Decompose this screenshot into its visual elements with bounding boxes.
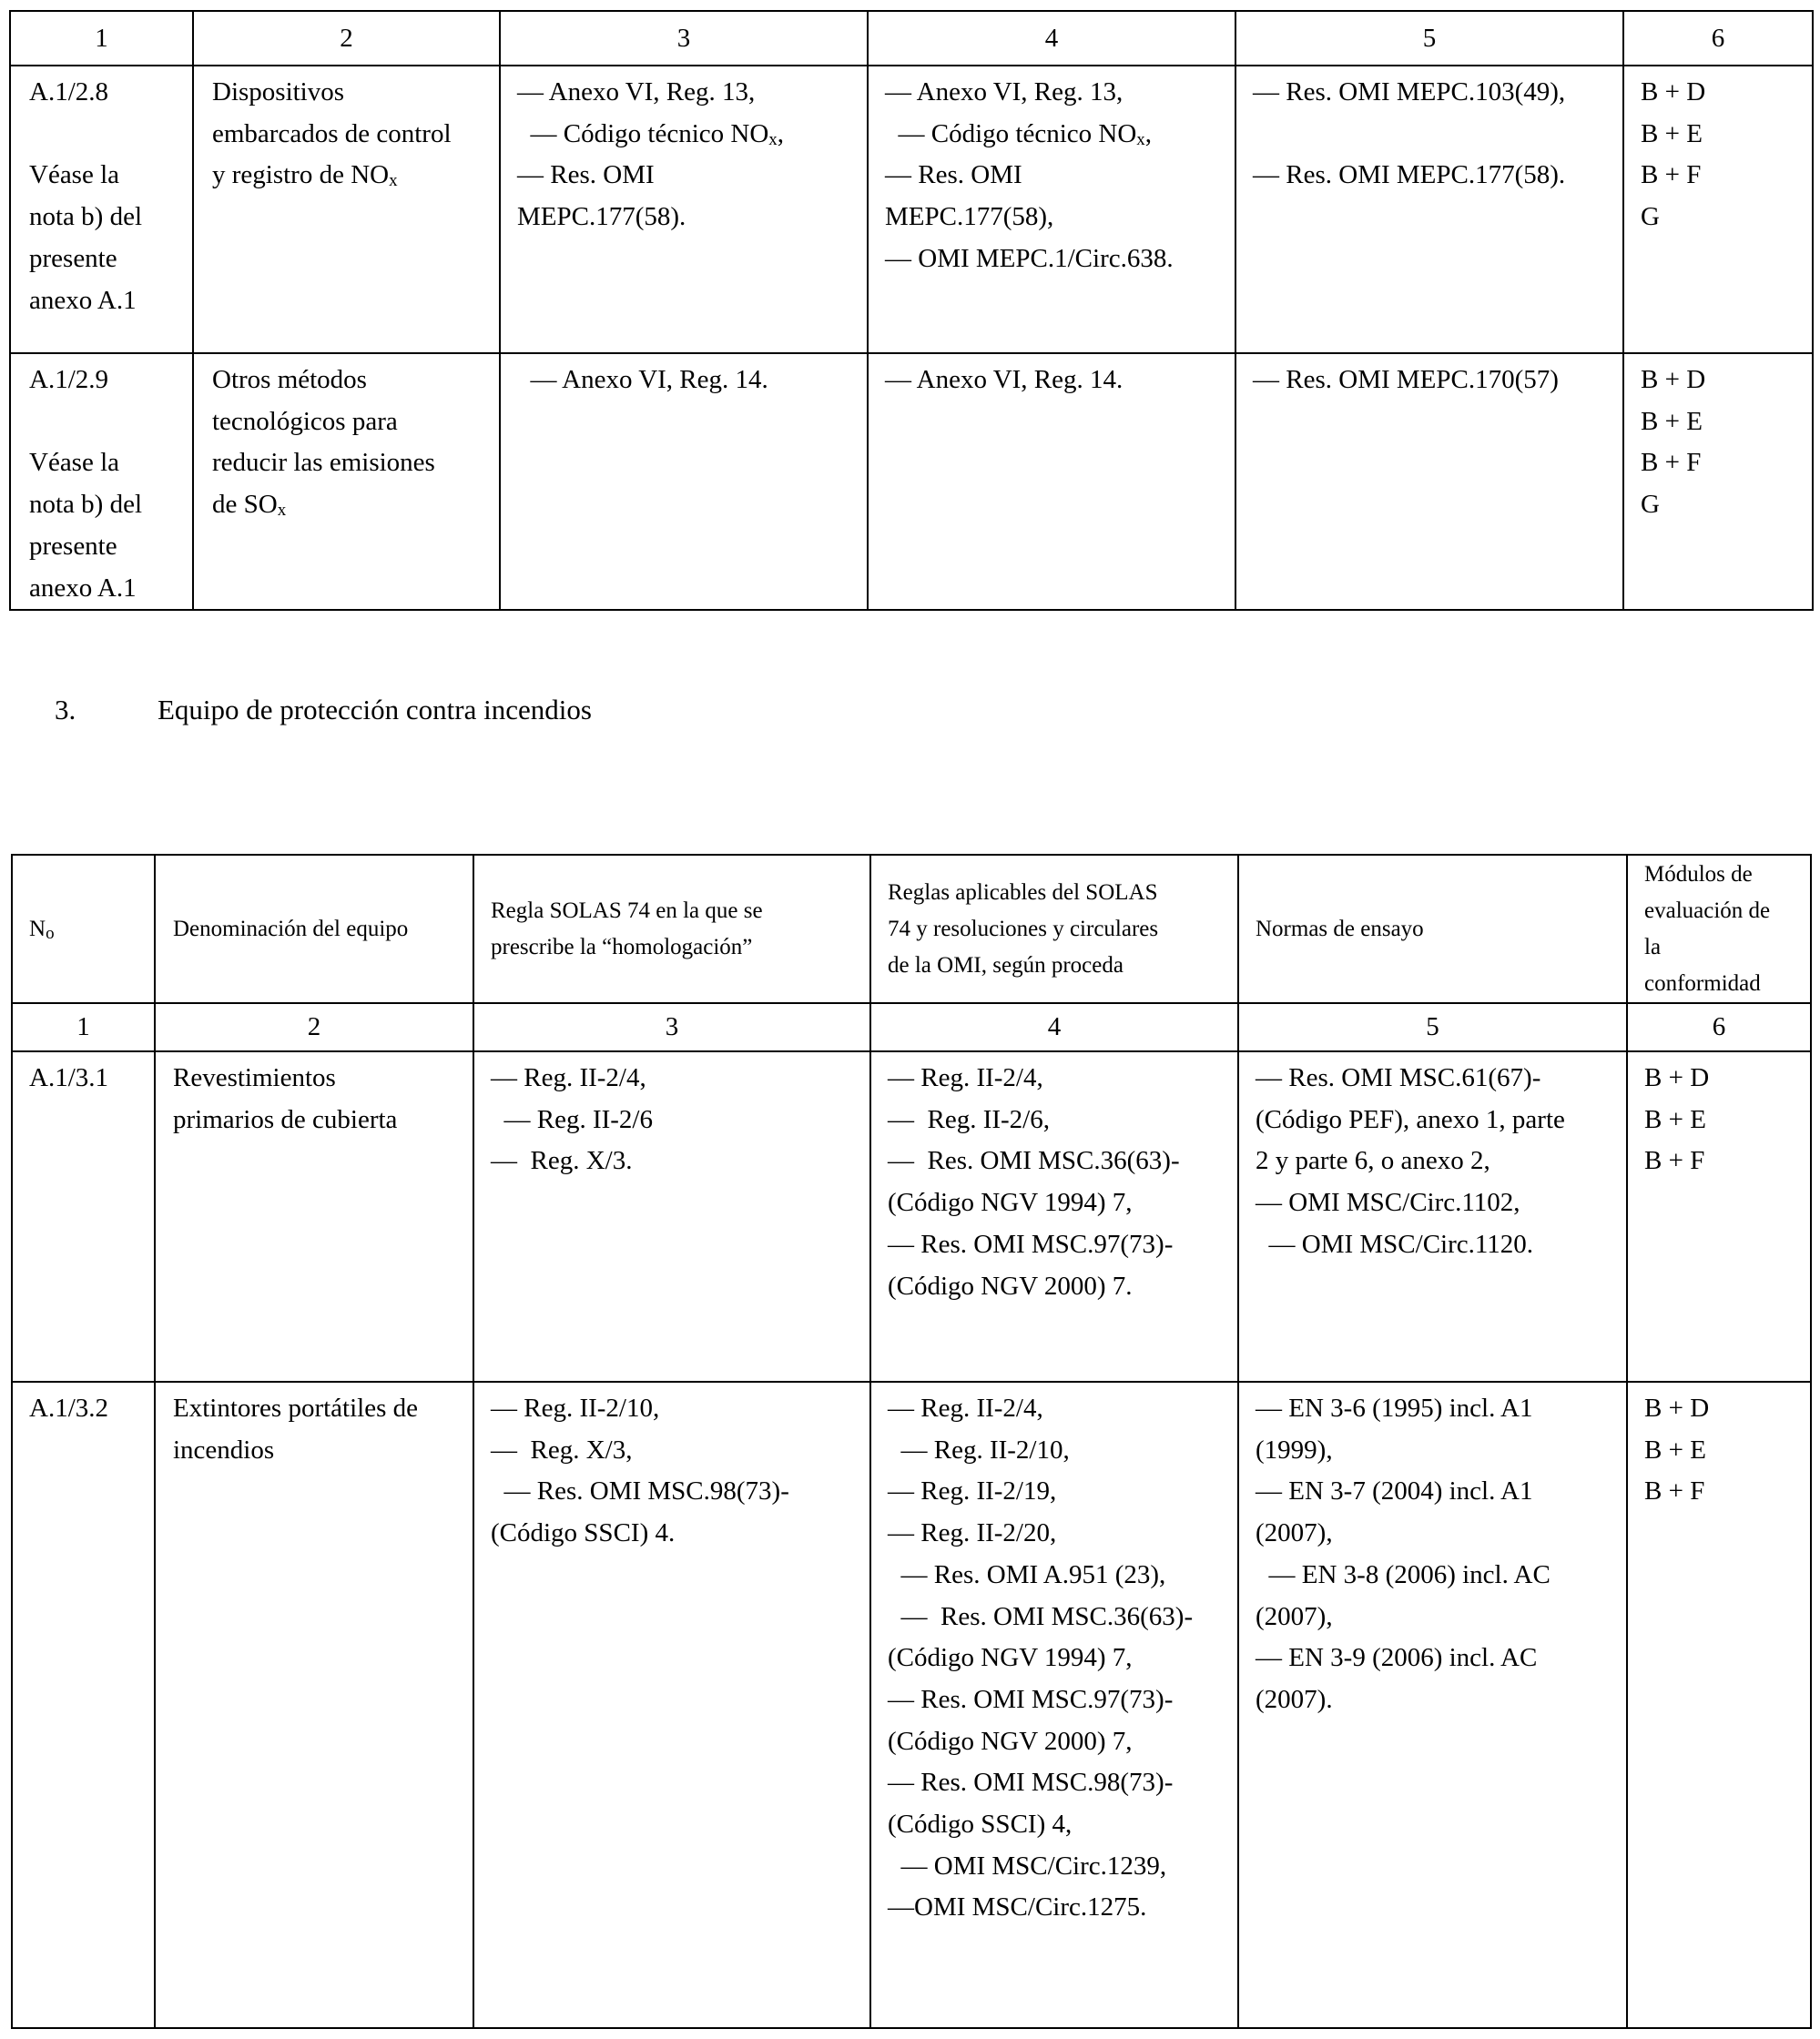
- header-line: evaluación de: [1644, 898, 1771, 923]
- regulation-line: — Res. OMI MSC.98(73)-: [491, 1476, 789, 1506]
- rule-line: — Reg. II-2/4,: [888, 1063, 1043, 1092]
- note-reference-line: anexo A.1: [29, 285, 137, 315]
- equipment-name-line: embarcados de control: [212, 118, 452, 148]
- rule-text-suffix: ,: [1144, 118, 1153, 148]
- regulation-line: — Res. OMI: [517, 160, 655, 190]
- standard-line: (2007),: [1256, 1601, 1333, 1631]
- conformity-modules-cell: [1623, 66, 1813, 353]
- note-reference-line: Véase la: [29, 448, 120, 478]
- col-number-2: 2: [155, 1003, 473, 1051]
- test-standards-cell: [1238, 1382, 1627, 2028]
- rule-line: (Código NGV 2000) 7.: [888, 1271, 1133, 1301]
- rule-line: [885, 114, 1235, 156]
- regulation-line: MEPC.177(58).: [517, 202, 686, 232]
- header-row: [12, 855, 1811, 1003]
- equipment-name-cell: [193, 66, 500, 353]
- item-number-cell: [12, 1051, 155, 1382]
- col-number-2: 2: [193, 11, 500, 66]
- standard-line: — OMI MSC/Circ.1120.: [1256, 1229, 1534, 1259]
- standard-line: (2007),: [1256, 1518, 1333, 1548]
- item-number: A.1/2.9: [29, 365, 108, 394]
- note-reference-line: presente: [29, 531, 117, 561]
- header-equipment-name: Denominación del equipo: [155, 855, 473, 1003]
- note-reference-line: nota b) del: [29, 490, 143, 520]
- rule-line: (Código SSCI) 4,: [888, 1810, 1073, 1840]
- header-conformity-modules: [1627, 855, 1811, 1003]
- applicable-rules-cell: [870, 1051, 1238, 1382]
- equipment-name-line: Dispositivos: [212, 77, 345, 107]
- subscript: o: [46, 923, 55, 943]
- header-line: 74 y resoluciones y circulares: [888, 916, 1159, 941]
- solas-regulation-cell: [473, 1382, 870, 2028]
- rule-line: — Reg. II-2/19,: [888, 1476, 1057, 1506]
- conformity-modules-cell: [1627, 1382, 1811, 2028]
- section-title: Equipo de protección contra incendios: [158, 694, 592, 725]
- rule-line: — Res. OMI MSC.36(63)-: [888, 1146, 1180, 1176]
- regulation-line: — Reg. II-2/10,: [491, 1394, 660, 1423]
- regulation-line: — Reg. X/3,: [491, 1435, 633, 1465]
- header-line: Módulos de: [1644, 861, 1753, 887]
- regulation-text-suffix: ,: [777, 118, 785, 148]
- section-number: 3.: [55, 694, 76, 725]
- header-line: conformidad: [1644, 970, 1761, 996]
- rule-line: — OMI MSC/Circ.1239,: [888, 1851, 1167, 1881]
- blank-line: [29, 114, 192, 156]
- subscript: x: [1136, 129, 1145, 149]
- note-reference-line: nota b) del: [29, 202, 143, 232]
- solas-regulation-cell: [473, 1051, 870, 1382]
- standard-line: — EN 3-7 (2004) incl. A1: [1256, 1476, 1533, 1506]
- equipment-name-line: incendios: [173, 1435, 275, 1465]
- applicable-rules-cell: [870, 1382, 1238, 2028]
- rule-line: — Reg. II-2/20,: [888, 1518, 1057, 1548]
- equipment-name-line: Revestimientos: [173, 1063, 336, 1092]
- module-line: G: [1641, 202, 1660, 232]
- regulation-line: — Anexo VI, Reg. 13,: [517, 77, 756, 107]
- module-line: B + E: [1644, 1435, 1706, 1465]
- item-number-cell: [10, 66, 193, 353]
- rule-line: — Res. OMI: [885, 160, 1022, 190]
- standard-line: — Res. OMI MEPC.177(58).: [1253, 160, 1566, 190]
- rule-line: MEPC.177(58),: [885, 202, 1054, 232]
- header-line: prescribe la “homologación”: [491, 934, 753, 959]
- module-line: B + F: [1641, 448, 1702, 478]
- rule-line: (Código NGV 1994) 7,: [888, 1188, 1133, 1218]
- equipment-name-cell: [155, 1051, 473, 1382]
- rule-text: — Código técnico NO: [885, 118, 1137, 148]
- rule-line: —OMI MSC/Circ.1275.: [888, 1892, 1147, 1922]
- equipment-name-line: Extintores portátiles de: [173, 1394, 418, 1423]
- equipment-name-text: y registro de NO: [212, 160, 390, 190]
- rule-line: — Res. OMI MSC.97(73)-: [888, 1229, 1174, 1259]
- module-line: B + D: [1644, 1394, 1710, 1423]
- rule-line: — Reg. II-2/4,: [888, 1394, 1043, 1423]
- col-number-4: 4: [868, 11, 1235, 66]
- rule-line: — Res. OMI MSC.36(63)-: [888, 1601, 1194, 1631]
- module-line: B + E: [1641, 406, 1703, 436]
- header-line: la: [1644, 934, 1662, 959]
- column-number-row: [12, 1003, 1811, 1051]
- regulation-line: — Reg. II-2/6: [491, 1104, 653, 1134]
- standard-line: — Res. OMI MSC.61(67)-: [1256, 1063, 1541, 1092]
- col-number-6: 6: [1623, 11, 1813, 66]
- solas-regulation-cell: [500, 353, 868, 610]
- applicable-rules-cell: [868, 66, 1235, 353]
- equipment-name-line: tecnológicos para: [212, 406, 398, 436]
- module-line: B + D: [1641, 365, 1706, 394]
- table-row: [10, 66, 1813, 353]
- applicable-rules-cell: [868, 353, 1235, 610]
- standard-line: — EN 3-9 (2006) incl. AC: [1256, 1643, 1538, 1673]
- conformity-modules-cell: [1627, 1051, 1811, 1382]
- equipment-name-line: [212, 155, 499, 197]
- column-number-row: [10, 11, 1813, 66]
- conformity-modules-cell: [1623, 353, 1813, 610]
- subscript: x: [277, 501, 287, 521]
- col-number-5: 5: [1235, 11, 1623, 66]
- regulation-line: [517, 114, 867, 156]
- header-number-text: N: [29, 916, 46, 941]
- col-number-1: 1: [10, 11, 193, 66]
- module-line: B + E: [1644, 1104, 1706, 1134]
- regulation-line: (Código SSCI) 4.: [491, 1518, 676, 1548]
- col-number-1: 1: [12, 1003, 155, 1051]
- item-number-cell: [12, 1382, 155, 2028]
- subscript: x: [389, 171, 398, 191]
- regulation-text: — Código técnico NO: [517, 118, 769, 148]
- test-standards-cell: [1235, 353, 1623, 610]
- rule-line: — Res. OMI MSC.98(73)-: [888, 1768, 1174, 1798]
- note-reference-line: presente: [29, 243, 117, 273]
- header-solas-regulation: [473, 855, 870, 1003]
- regulation-line: — Reg. X/3.: [491, 1146, 633, 1176]
- module-line: B + F: [1644, 1476, 1705, 1506]
- module-line: B + F: [1641, 160, 1702, 190]
- header-applicable-rules: [870, 855, 1238, 1003]
- regulation-line: — Reg. II-2/4,: [491, 1063, 646, 1092]
- col-number-5: 5: [1238, 1003, 1627, 1051]
- col-number-4: 4: [870, 1003, 1238, 1051]
- rule-line: — Anexo VI, Reg. 13,: [885, 77, 1124, 107]
- col-number-3: 3: [500, 11, 868, 66]
- item-number: A.1/2.8: [29, 77, 108, 107]
- regulation-line: — Anexo VI, Reg. 14.: [517, 365, 768, 394]
- header-line: Regla SOLAS 74 en la que se: [491, 898, 763, 923]
- table-row: [10, 353, 1813, 610]
- module-line: B + F: [1644, 1146, 1705, 1176]
- table-row: [12, 1382, 1811, 2028]
- rule-line: — Res. OMI MSC.97(73)-: [888, 1684, 1174, 1714]
- table-row: [12, 1051, 1811, 1382]
- equipment-name-cell: [155, 1382, 473, 2028]
- standard-line: (2007).: [1256, 1684, 1333, 1714]
- header-line: Reglas aplicables del SOLAS: [888, 879, 1158, 905]
- standard-line: — Res. OMI MEPC.170(57): [1253, 365, 1559, 394]
- equipment-name-cell: [193, 353, 500, 610]
- equipment-name-line: reducir las emisiones: [212, 448, 435, 478]
- header-line: de la OMI, según proceda: [888, 952, 1124, 978]
- equipment-name-line: Otros métodos: [212, 365, 367, 394]
- test-standards-cell: [1238, 1051, 1627, 1382]
- item-number-cell: [10, 353, 193, 610]
- standard-line: — EN 3-8 (2006) incl. AC: [1256, 1559, 1551, 1589]
- standard-line: — OMI MSC/Circ.1102,: [1256, 1188, 1520, 1218]
- equipment-name-line: primarios de cubierta: [173, 1104, 398, 1134]
- solas-regulation-cell: [500, 66, 868, 353]
- equipment-name-line: [212, 484, 499, 526]
- standard-line: — EN 3-6 (1995) incl. A1: [1256, 1394, 1533, 1423]
- subscript: x: [768, 129, 778, 149]
- standard-line: 2 y parte 6, o anexo 2,: [1256, 1146, 1490, 1176]
- rule-line: — Res. OMI A.951 (23),: [888, 1559, 1166, 1589]
- module-line: G: [1641, 490, 1660, 520]
- col-number-6: 6: [1627, 1003, 1811, 1051]
- header-test-standards: Normas de ensayo: [1238, 855, 1627, 1003]
- module-line: B + E: [1641, 118, 1703, 148]
- rule-line: — Anexo VI, Reg. 14.: [885, 365, 1124, 394]
- blank-line: [1253, 114, 1622, 156]
- item-number: A.1/3.2: [29, 1394, 108, 1423]
- standard-line: — Res. OMI MEPC.103(49),: [1253, 77, 1566, 107]
- note-reference-line: Véase la: [29, 160, 120, 190]
- note-reference-line: anexo A.1: [29, 573, 137, 603]
- module-line: B + D: [1641, 77, 1706, 107]
- standard-line: (Código PEF), anexo 1, parte: [1256, 1104, 1565, 1134]
- equipment-name-text: de SO: [212, 490, 278, 520]
- equipment-table-nox-sox: [9, 10, 1814, 611]
- rule-line: — OMI MEPC.1/Circ.638.: [885, 243, 1174, 273]
- rule-line: (Código NGV 2000) 7,: [888, 1726, 1133, 1756]
- blank-line: [29, 401, 192, 443]
- rule-line: (Código NGV 1994) 7,: [888, 1643, 1133, 1673]
- col-number-3: 3: [473, 1003, 870, 1051]
- test-standards-cell: [1235, 66, 1623, 353]
- item-number: A.1/3.1: [29, 1063, 108, 1092]
- rule-line: — Reg. II-2/10,: [888, 1435, 1070, 1465]
- fire-protection-equipment-table: [11, 854, 1812, 2029]
- header-number: [12, 855, 155, 1003]
- module-line: B + D: [1644, 1063, 1710, 1092]
- rule-line: — Reg. II-2/6,: [888, 1104, 1050, 1134]
- standard-line: (1999),: [1256, 1435, 1333, 1465]
